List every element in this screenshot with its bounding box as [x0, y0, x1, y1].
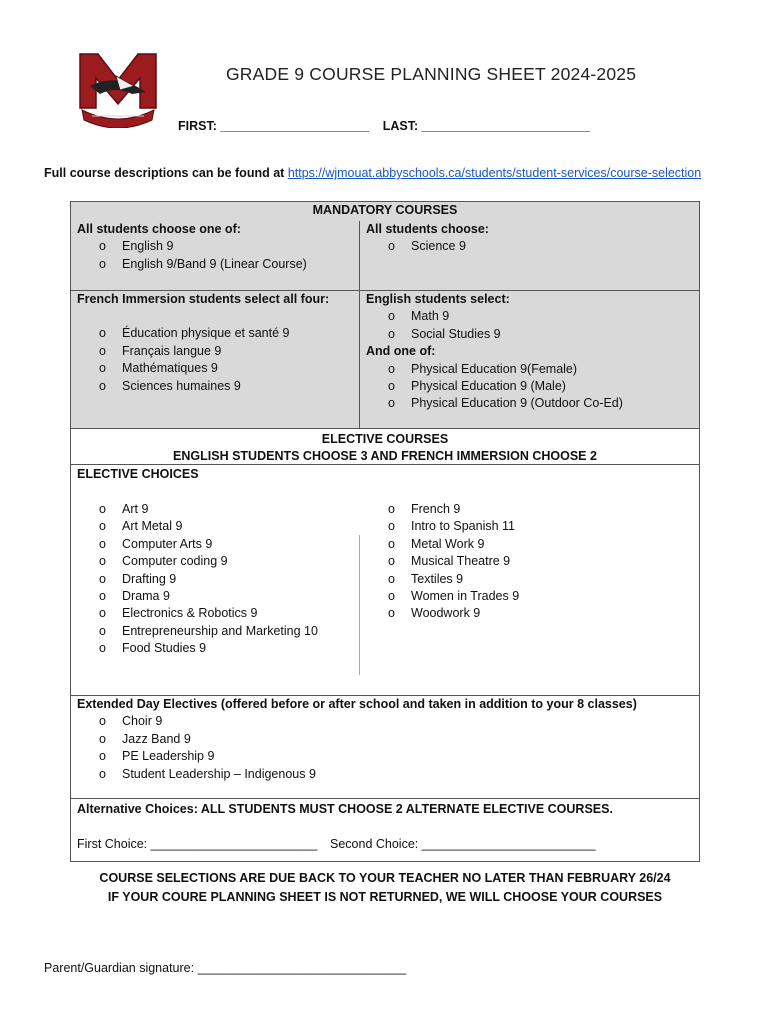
list-item[interactable]: o Physical Education 9(Female) [366, 361, 623, 378]
english-students-block [366, 291, 623, 413]
name-row [178, 119, 589, 133]
list-item[interactable]: o Textiles 9 [366, 571, 519, 588]
second-choice-field[interactable]: _________________________ [421, 837, 596, 851]
list-item[interactable]: o Student Leadership – Indigenous 9 [77, 766, 637, 783]
all-students-one-of [77, 221, 307, 273]
elective-header [71, 431, 699, 466]
list-item[interactable]: o Français langue 9 [77, 343, 329, 360]
list-item[interactable]: o Musical Theatre 9 [366, 553, 519, 570]
elective-header-divider [71, 464, 699, 465]
list-item[interactable]: o Art Metal 9 [77, 518, 318, 535]
elective-right-list [366, 501, 519, 623]
list-item[interactable]: o Physical Education 9 (Male) [366, 378, 623, 395]
english-students-heading: English students select: [366, 292, 510, 306]
second-choice-row [330, 836, 596, 853]
due-line-2: IF YOUR COURE PLANNING SHEET IS NOT RETURNED, WE WILL CHOOSE YOUR COURSES [107, 890, 663, 904]
section-divider [71, 798, 699, 799]
list-item[interactable]: o Math 9 [366, 308, 623, 325]
elective-title: ELECTIVE COURSES [321, 432, 449, 446]
signature-label: Parent/Guardian signature: [44, 961, 195, 975]
list-item[interactable]: o Computer coding 9 [77, 553, 318, 570]
list-item[interactable]: o Intro to Spanish 11 [366, 518, 519, 535]
list-item[interactable]: o Éducation physique et santé 9 [77, 325, 329, 342]
elective-subtitle: ENGLISH STUDENTS CHOOSE 3 AND FRENCH IMMERSION CHOOSE 2 [173, 449, 597, 464]
first-choice-field[interactable]: ________________________ [150, 837, 318, 851]
list-item[interactable]: o Choir 9 [77, 713, 637, 730]
list-item[interactable]: o Sciences humaines 9 [77, 378, 329, 395]
list-item[interactable]: o Physical Education 9 (Outdoor Co-Ed) [366, 395, 623, 412]
signature-field[interactable]: ______________________________ [197, 961, 407, 975]
page-title: GRADE 9 COURSE PLANNING SHEET 2024-2025 [226, 64, 637, 84]
list-item[interactable]: o English 9/Band 9 (Linear Course) [77, 256, 307, 273]
all-students-choose-heading: All students choose: [366, 222, 489, 236]
list-item[interactable]: o Jazz Band 9 [77, 731, 637, 748]
first-name-field[interactable]: _______________________ [220, 119, 369, 133]
list-item[interactable]: o Metal Work 9 [366, 536, 519, 553]
list-item[interactable]: o Science 9 [366, 238, 489, 255]
list-item[interactable]: o Entrepreneurship and Marketing 10 [77, 623, 318, 640]
course-selection-link[interactable]: https://wjmouat.abbyschools.ca/students/student-services/course-selection [287, 166, 702, 180]
list-item[interactable]: o English 9 [77, 238, 307, 255]
list-item[interactable]: o Drafting 9 [77, 571, 318, 588]
list-item[interactable]: o PE Leadership 9 [77, 748, 637, 765]
second-choice-label: Second Choice: [330, 837, 419, 851]
first-choice-label: First Choice: [77, 837, 148, 851]
extended-day-heading: Extended Day Electives (offered before or after school and taken in addition to your 8 classes) [77, 697, 637, 711]
extended-day-block [77, 696, 637, 783]
list-item[interactable]: o Computer Arts 9 [77, 536, 318, 553]
and-one-of-label: And one of: [366, 344, 436, 359]
list-item[interactable]: o Drama 9 [77, 588, 318, 605]
list-item[interactable]: o Mathématiques 9 [77, 360, 329, 377]
list-item[interactable]: o French 9 [366, 501, 519, 518]
all-students-choose [366, 221, 489, 256]
due-notice [0, 869, 770, 907]
list-item[interactable]: o Electronics & Robotics 9 [77, 605, 318, 622]
list-item[interactable]: o Food Studies 9 [77, 640, 318, 657]
signature-row [44, 961, 406, 975]
elective-left-list [77, 501, 318, 658]
last-name-label: LAST: [382, 119, 419, 133]
list-item[interactable]: o Social Studies 9 [366, 326, 623, 343]
mandatory-title: MANDATORY COURSES [312, 203, 458, 217]
elective-choices-label: ELECTIVE CHOICES [77, 467, 199, 481]
list-item[interactable]: o Woodwork 9 [366, 605, 519, 622]
last-name-field[interactable]: __________________________ [421, 119, 590, 133]
due-line-1: COURSE SELECTIONS ARE DUE BACK TO YOUR TEACHER NO LATER THAN FEBRUARY 26/24 [99, 871, 671, 885]
course-table [70, 201, 700, 862]
section-divider [71, 428, 699, 429]
mandatory-divider [359, 221, 360, 428]
list-item[interactable]: o Art 9 [77, 501, 318, 518]
french-immersion-heading: French Immersion students select all four: [77, 292, 330, 306]
alternative-heading: Alternative Choices: ALL STUDENTS MUST CHOOSE 2 ALTERNATE ELECTIVE COURSES. [77, 802, 613, 816]
description-text: Full course descriptions can be found at [44, 166, 285, 180]
course-description-note [44, 166, 701, 180]
all-students-one-of-heading: All students choose one of: [77, 222, 241, 236]
first-name-label: FIRST: [178, 119, 217, 133]
school-logo [76, 50, 160, 128]
alternative-choices-row [77, 836, 318, 853]
list-item[interactable]: o Women in Trades 9 [366, 588, 519, 605]
elective-column-divider [359, 535, 360, 675]
french-immersion-block [77, 291, 329, 395]
